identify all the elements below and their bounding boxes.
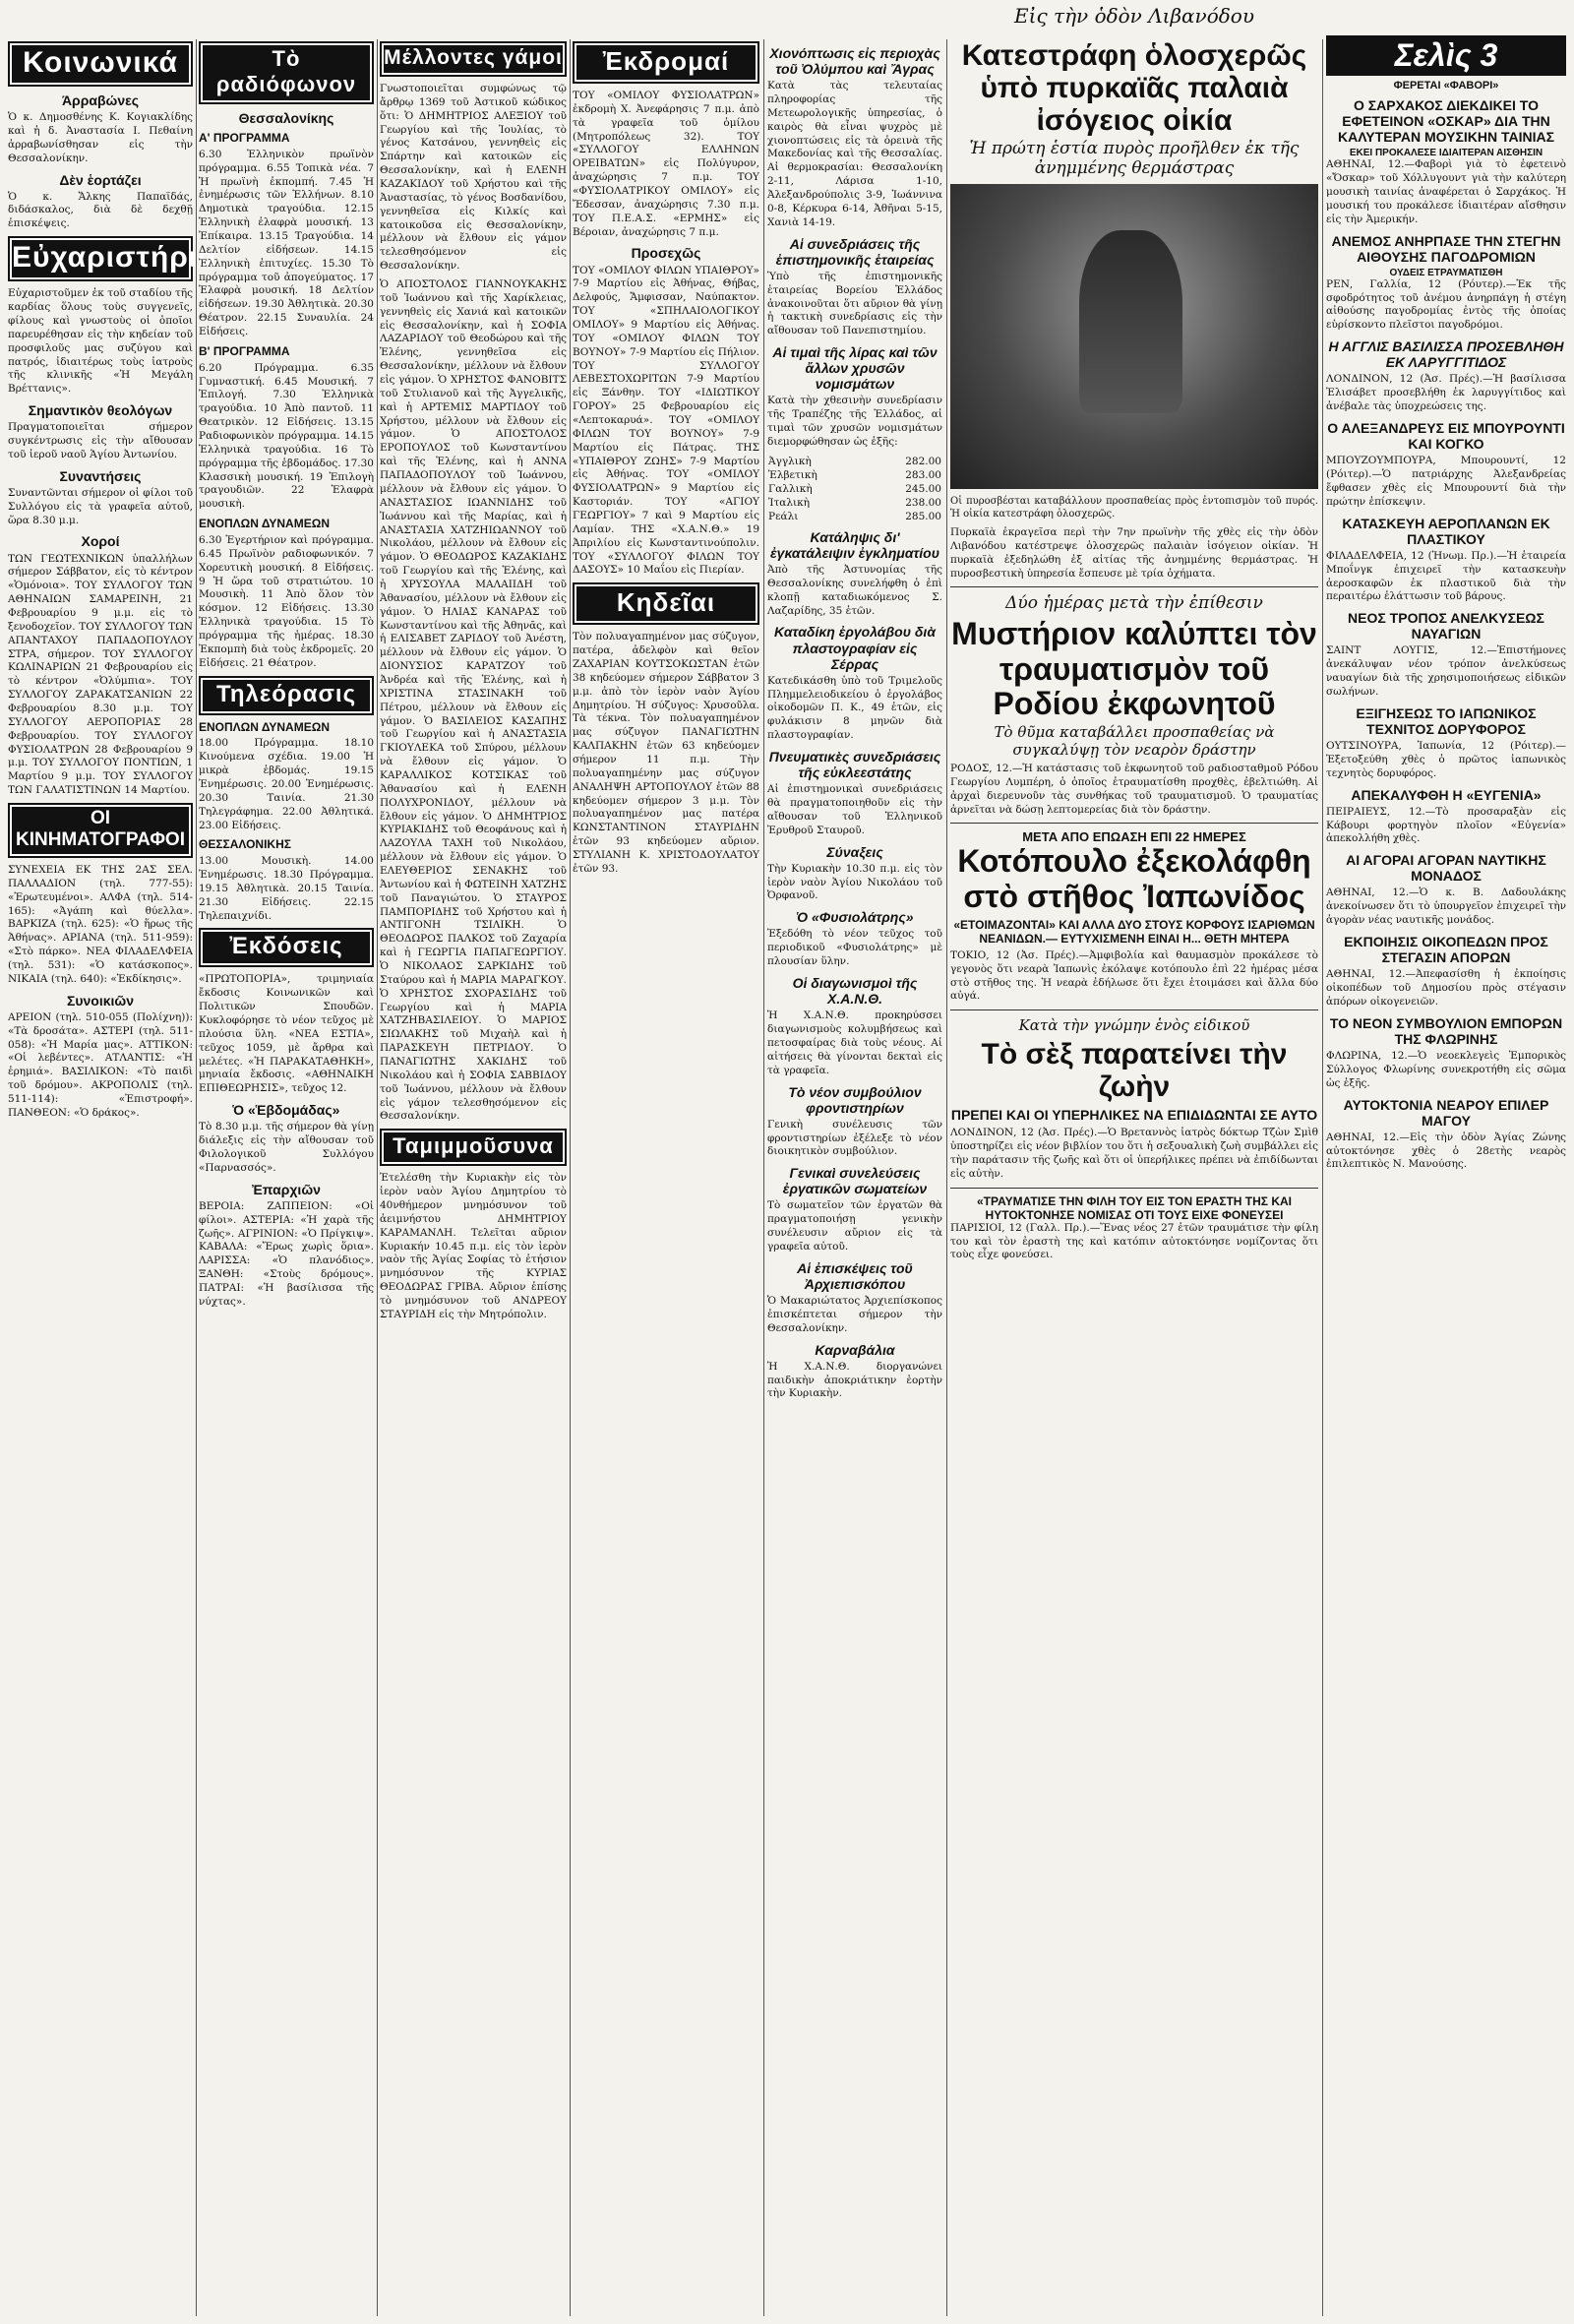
column-rule bbox=[196, 39, 197, 2316]
photo-caption: Οἱ πυροσβέσται καταβάλλουν προσπαθείας πρὸς ἐντοπισμὸν τοῦ πυρός. Ἡ οἰκία κατεστράφη ὁλοσχερῶς. bbox=[950, 496, 1318, 520]
text-choroi: ΤΩΝ ΓΕΩΤΕΧΝΙΚΩΝ ὑπαλλήλων σήμερον Σάββατον, εἰς τὸ κέντρον «Ὁμόνοια». ΤΟΥ ΣΥΛΛΟΓΟΥ ΤΩΝ ΑΘΗΝΑΙΩΝ ΣΑΜΑΡΕΙΝΗ, 21 Φεβρουαρίου 9 μ.μ. εἰς τὸ ξενοδοχεῖον. ΤΟΥ ΣΥΛΛΟΓΟΥ ΤΩΝ ΑΠΑΝΤΑΧΟΥ ΠΑΠΑΔΟΠΟΥΛΟΥ ΣΤΡΑ, σήμερον. ΤΟΥ ΣΥΛΛΟΓΟΥ ΚΩΛΙΝΑΡΙΩΝ 21 Φεβρουαρίου εἰς τὸ κέντρον «Ὀλύμπια». ΤΟΥ ΣΥΛΛΟΓΟΥ ΖΑΡΑΚΑΤΣΑΝΙΩΝ 22 Φεβρουαρίου 8.30 μ.μ. ΤΟΥ ΣΥΛΛΟΓΟΥ ΑΕΡΟΠΟΡΙΑΣ 28 Φεβρουαρίου. ΤΟΥ ΣΥΛΛΟΓΟΥ ΦΥΣΙΟΛΑΤΡΩΝ 28 Φεβρουαρίου 9 μ.μ. ΤΟΥ ΣΥΛΛΟΓΟΥ ΠΟΝΤΙΩΝ, 1 Μαρτίου 9 μ.μ. ΤΟΥ ΣΥΛΛΟΓΟΥ ΤΩΝ ΓΑΛΑΤΙΣΤΙΝΩΝ 14 Μαρτίου. bbox=[8, 552, 193, 797]
text-sessions: Ὑπὸ τῆς ἐπιστημονικῆς ἑταιρείας Βορείου Ἑλλάδος ἀνακοινοῦται ὅτι αὔριον θὰ γίνῃ ἡ τακτικὴ συνεδρίασις εἰς τὴν αἴθουσαν τοῦ Πανεπιστημίου. bbox=[767, 270, 942, 337]
text-synaxis: Τὴν Κυριακὴν 10.30 π.μ. εἰς τὸν ἱερὸν ναὸν Ἁγίου Νικολάου τοῦ Ὀρφανοῦ. bbox=[767, 862, 942, 902]
section-banner-weddings: Μέλλοντες γάμοι bbox=[380, 41, 567, 77]
heading-new-board: Τὸ νέον συμβούλιον φροντιστηρίων bbox=[788, 1083, 922, 1116]
price-value: 282.00 bbox=[905, 455, 941, 467]
table-row bbox=[767, 510, 942, 523]
headline-patriarch: Ο ΑΛΕΞΑΝΔΡΕΥΣ ΕΙΣ ΜΠΟΥΡΟΥΝΤΙ ΚΑΙ ΚΟΓΚΟ bbox=[1327, 419, 1565, 453]
story-longevity: ΛΟΝΔΙΝΟΝ, 12 (Ἀσ. Πρές).—Ὁ Βρεταννὸς ἰατρὸς δόκτωρ Τζὼν Σμὶθ ὑποστηρίζει εἰς νέον βιβλίον του ὅτι ἡ σεξουαλικὴ ζωὴ συμβάλλει εἰς τὴν παράτασιν τῆς ζωῆς καὶ ὅτι οἱ ὑπερήλικες πρέπει νὰ ἐπιδίδωνται εἰς αὐτὴν. bbox=[950, 1127, 1318, 1180]
text-general-assemblies: Τὸ σωματεῖον τῶν ἐργατῶν θὰ πραγματοποιήσῃ γενικὴν συνέλευσιν αὔριον εἰς τὰ γραφεῖα αὐτοῦ. bbox=[767, 1199, 942, 1254]
divider bbox=[950, 823, 1318, 824]
headline-plastic-planes: ΚΑΤΑΣΚΕΥΗ ΑΕΡΟΠΛΑΝΩΝ ΕΚ ΠΛΑΣΤΙΚΟΥ bbox=[1342, 515, 1550, 547]
text-mnimosyno: Πραγματοποιεῖται σήμερον συγκέντρωσις εἰς τὴν αἴθουσαν τοῦ ἱεροῦ ναοῦ Ἁγίου Ἀντωνίου. bbox=[8, 421, 193, 460]
text-ebdomada: Τὸ 8.30 μ.μ. τῆς σήμερον θὰ γίνῃ διάλεξις εἰς τὴν αἴθουσαν τοῦ Φιλολογικοῦ Συλλόγου «Παρνασσός». bbox=[199, 1121, 374, 1174]
column-radio bbox=[199, 39, 374, 2316]
price-value: 285.00 bbox=[905, 510, 941, 522]
text-program-a: 6.30 Ἑλληνικὸν πρωϊνὸν πρόγραμμα. 6.55 Τοπικὰ νέα. 7 Ἡ πρωϊνὴ ἐκπομπή. 7.45 Ἡ ἐνημέρωσις τῶν Ἑλλήνων. 8.10 Δημοτικὰ τραγούδια. 12.15 Ἑλληνικὴ ἐλαφρὰ μουσική. 13 Ἐπίκαιρα. 13.15 Τραγούδια. 14 Δελτίον εἰδήσεων. 14.15 Ἐλληνικὴ ἐπιτυχίες. 15.30 Τὸ πρόγραμμα τοῦ ἀπογεύματος. 17 Ἐλαφρὰ μουσική. 18 Δελτίον εἰδήσεων. 19.30 Ἀθλητικὰ. 20.30 Θέατρον. 22.15 Συναυλία. 24 Εἰδήσεις. bbox=[199, 148, 374, 338]
subheadline-longevity: ΠΡΕΠΕΙ ΚΑΙ ΟΙ ΥΠΕΡΗΛΙΚΕΣ ΝΑ ΕΠΙΔΙΔΩΝΤΑΙ ΣΕ ΑΥΤΟ bbox=[950, 1107, 1318, 1124]
story-satellite: ΟΥΤΣΙΝΟΥΡΑ, Ἰαπωνία, 12 (Ρόιτερ).—Ἐξετοξεύθη χθὲς ὁ πρῶτος ἰαπωνικὸς τεχνητὸς δορυφόρος. bbox=[1326, 740, 1566, 779]
page-number-banner: Σελὶς 3 bbox=[1326, 35, 1566, 76]
text-weddings-2: Ὁ ΑΠΟΣΤΟΛΟΣ ΓΙΑΝΝΟΥΚΑΚΗΣ τοῦ Ἰωάννου καὶ τῆς Χαρίκλειας, γεννηθεὶς εἰς Χανιά καὶ κατοικῶν εἰς Θεσσαλονίκην, καὶ ἡ ΣΟΦΙΑ ΛΑΖΑΡΙΔΟΥ τοῦ Θεοδώρου καὶ τῆς Ἑλένης, γεννηθεῖσα εἰς Θεσσαλονίκην, μέλλουν νὰ ἔλθουν εἰς γάμον. Ὁ ΧΡΗΣΤΟΣ ΦΑΝΟΒΙΤΣ τοῦ Στυλιανοῦ καὶ τῆς Ἀγγελικῆς, καὶ ἡ ΑΡΤΕΜΙΣ ΜΑΡΤΙΔΟΥ τοῦ Χρήστου, μέλλουν νὰ ἔλθουν εἰς γάμον. Ὁ ΑΠΟΣΤΟΛΟΣ ΕΡΟΠΟΥΛΟΣ τοῦ Κωνσταντίνου καὶ τῆς Ἑλένης, καὶ ἡ ΑΝΝΑ ΠΑΠΑΔΟΠΟΥΛΟΥ τοῦ Ἰωάννου, μέλλουν νὰ ἔλθουν εἰς γάμον. Ὁ ΑΝΑΣΤΑΣΙΟΣ ΙΩΑΝΝΙΔΗΣ τοῦ Ἰωάννου καὶ τῆς Μαρίας, καὶ ἡ ΑΝΑΣΤΑΣΙΑ ΧΑΤΖΗΙΩΑΝΝΟΥ τοῦ Νικολάου, μέλλουν νὰ ἔλθουν εἰς γάμον. Ὁ ΘΕΟΔΩΡΟΣ ΚΑΖΑΚΙΔΗΣ τοῦ Γεωργίου καὶ τῆς Ἑλένης, καὶ ἡ ΧΡΥΣΟΥΛΑ ΜΑΛΑΙΙΔΗ τοῦ Ἀθανασίου, μέλλουν νὰ ἔλθουν εἰς γάμον. Ὁ ΗΛΙΑΣ ΚΑΝΑΡΑΣ τοῦ Κωνσταντίνου καὶ τῆς Ἀθηνᾶς, καὶ ἡ ΕΛΙΣΑΒΕΤ ΖΑΡΙΔΟΥ τοῦ Ἀνέστη, μέλλουν νὰ ἔλθουν εἰς γάμον. Ὁ ΔΙΟΝΥΣΙΟΣ ΚΑΡΑΤΖΟΥ τοῦ Ἀνδρέα καὶ τῆς Ἑλένης, καὶ ἡ ΧΡΙΣΤΙΝΑ ΣΤΑΣΙΝΑΚΗ τοῦ Πέτρου, μέλλουν νὰ ἔλθουν εἰς γάμον. Ὁ ΒΑΣΙΛΕΙΟΣ ΚΑΣΑΠΗΣ τοῦ Γεωργίου καὶ ἡ ΑΝΑΣΤΑΣΙΑ ΓΚΙΟΥΛΕΚΑ τοῦ Σπύρου, μέλλουν νὰ ἔλθουν εἰς γάμον. Ὁ ΚΑΡΑΛΛΙΚΟΣ ΚΟΤΣΙΚΑΣ τοῦ Ἀθανασίου καὶ ἡ ΕΛΕΝΗ ΠΟΛΥΧΡΟΝΙΔΟΥ, μέλλουν νὰ ἔλθουν εἰς γάμον. Ὁ ΔΗΜΗΤΡΙΟΣ ΚΥΡΙΑΚΙΔΗΣ τοῦ Θεοφάνους καὶ ἡ ΛΑΖΟΥΛΑ ΤΑΧΗ τοῦ Νικολάου, μέλλουν νὰ ἔλθουν εἰς γάμον. Ὁ ΕΛΕΥΘΕΡΙΟΣ ΣΕΝΑΚΗΣ τοῦ Ἀντωνίου καὶ ἡ ΦΩΤΕΙΝΗ ΧΑΤΖΗΣ τοῦ Παναγιώτου. Ὁ ΣΤΑΥΡΟΣ ΠΑΜΠΟΡΙΔΗΣ τοῦ Χρήστου καὶ ἡ ΑΝΤΙΓΟΝΗ ΤΣΙΛΙΚΗ. Ὁ ΘΕΟΔΩΡΟΣ ΠΑΛΚΟΣ τοῦ Ζαχαρία καὶ ἡ ΓΕΩΡΓΙΑ ΠΑΠΑΓΕΩΡΓΙΟΥ. Ὁ ΝΙΚΟΛΑΟΣ ΣΑΡΚΙΔΗΣ τοῦ Σταύρου καὶ ἡ ΜΑΡΙΑ ΜΑΡΑΓΚΟΥ. Ὁ ΧΡΗΣΤΟΣ ΣΧΟΡΑΣΙΔΗΣ τοῦ Γεωργίου καὶ ἡ ΜΑΡΙΑ ΧΑΤΖΗΒΑΣΙΛΕΙΟΥ. Ὁ ΜΑΡΙΟΣ ΣΙΩΛΑΚΗΣ τοῦ Μιχαὴλ καὶ ἡ ΠΑΡΑΣΚΕΥΗ ΠΕΤΡΙΔΟΥ. Ὁ ΠΑΝΑΓΙΩΤΗΣ ΧΑΚΙΔΗΣ τοῦ Νικολάου καὶ ἡ ΣΟΦΙΑ ΣΑΒΒΙΔΟΥ τοῦ Ἰωάννου, μέλλουν νὰ ἔλθουν εἰς γάμον τελεσθησόμενον εἰς Θεσσαλονίκην. bbox=[380, 278, 567, 1123]
story-evgenia: ΠΕΙΡΑΙΕΥΣ, 12.—Τὸ προσαραξὰν εἰς Κάβουρι φορτηγὸν πλοῖον «Εὐγενία» ἀπεκολλήθη χθὲς. bbox=[1326, 805, 1566, 845]
headline-suicide: ΑΥΤΟΚΤΟΝΙΑ ΝΕΑΡΟΥ ΕΠΙΛΕΡ ΜΑΓΟΥ bbox=[1343, 1096, 1549, 1129]
price-name: Ρεάλι bbox=[768, 510, 799, 522]
heading-den-eortazei: Δὲν ἑορτάζει bbox=[59, 171, 142, 188]
heading-thessaloniki: Θεσσαλονίκης bbox=[238, 110, 334, 126]
price-value: 283.00 bbox=[905, 468, 941, 481]
text-synoikion: ΑΡΕΙΟΝ (τηλ. 510-055 (Πολίχνη)): «Τὰ δροσάτα». ΑΣΤΕΡΙ (τηλ. 511-058): «Ἡ Μαρία μας». ΑΤΤΙΚΟΝ: «Οἱ λεβέντες». ΑΤΛΑΝΤΙΣ: «Ἡ ἐρημιά». ΒΑΣΙΛΙΚΟΝ: «Τὸ παιδὶ τοῦ δρόμου». ΑΚΡΟΠΟΛΙΣ (τηλ. 511-114): «Ἐπιστροφή». ΠΑΝΘΕΟΝ: «Ὁ δράκος». bbox=[8, 1010, 193, 1119]
section-banner-cinemas: ΟΙ ΚΙΝΗΜΑΤΟΓΡΑΦΟΙ bbox=[8, 803, 193, 858]
subheadline-oscar: ΕΚΕΙ ΠΡΟΚΑΛΕΣΕ ΙΔΙΑΙΤΕΡΑΝ ΑΙΣΘΗΣΙΝ bbox=[1349, 148, 1544, 159]
text-ekdoseis: «ΠΡΩΤΟΠΟΡΙΑ», τριμηνιαία ἔκδοσις Κοινωνικῶν καὶ Πολιτικῶν Σπουδῶν. Κυκλοφόρησε τὸ νέον τεῦχος μὲ πλούσια ὕλη. «ΝΕΑ ΕΣΤΙΑ», τεῦχος 1059, μὲ ἄρθρα καὶ μελέτες. «Ἡ ΠΑΡΑΚΑΤΑΘΗΚΗ», μηνιαία ἔκδοσις. «ΑΘΗΝΑΙΚΗ ΕΠΙΘΕΩΡΗΣΙΣ», τεῦχος 12. bbox=[199, 973, 374, 1095]
headline-fire: Κατεστράφη ὁλοσχερῶς ὑπὸ πυρκαϊᾶς παλαιὰ ἰσόγειος οἰκία bbox=[961, 39, 1307, 137]
headline-longevity: Τὸ σὲξ παρατείνει τὴν ζωὴν bbox=[981, 1038, 1288, 1104]
heading-armed-forces: ΕΝΟΠΛΩΝ ΔΥΝΑΜΕΩΝ bbox=[199, 517, 331, 531]
text-armed-forces: 6.30 Ἐγερτήριον καὶ πρόγραμμα. 6.45 Πρωϊνὸν ραδιοφωνικόν. 7 Χορευτικὴ μουσική. 8 Εἰδήσεις. 9 Ἡ ὥρα τοῦ στρατιώτου. 10 Μουσικὴ. 11 Ἀπὸ ὅλον τὸν κόσμον. 12 Εἰδήσεις. 13.30 Ἐλληνικὰ τραγούδια. 15 Τὸ πρόγραμμα τῆς ἡμέρας. 18.30 Ἐκπομπὴ διὰ τοὺς ἐκδρομεῖς. 20 Εἰδήσεις. 21 Θέατρον. bbox=[199, 533, 374, 669]
text-cinemas: ΣΥΝΕΧΕΙΑ ΕΚ ΤΗΣ 2ΑΣ ΣΕΛ. ΠΑΛΛΑΔΙΟΝ (τηλ. 777-55): «Ἐρωτευμένοι». ΑΛΦΑ (τηλ. 514-165): «Ἀγάπη καὶ θύελλα». ΒΑΡΚΙΖΑ (τηλ. 625): «Ὁ ἥρως τῆς Ἀθήνας». ΑΡΙΑΝΑ (τηλ. 511-959): «Στὸ πάρκο». ΝΕΑ ΦΙΛΑΔΕΛΦΕΙΑ (τηλ. 531): «Ὁ κατάσκοπος». ΝΙΚΑΙΑ (τηλ. 640): «Ἐκδίκησις». bbox=[8, 863, 193, 985]
section-banner-excursions: Ἐκδρομαί bbox=[573, 41, 759, 84]
headline-plots: ΕΚΠΟΙΗΣΙΣ ΟΙΚΟΠΕΔΩΝ ΠΡΟΣ ΣΤΕΓΑΣΙΝ ΑΠΟΡΩΝ bbox=[1344, 934, 1548, 966]
subheadline-rhodes: Τὸ θῦμα καταβάλλει προσπαθείας νὰ συγκαλύψῃ τὸν νεαρὸν δράστην bbox=[994, 723, 1275, 759]
text-funerals: Τὸν πολυαγαπημένον μας σύζυγον, πατέρα, ἀδελφὸν καὶ θεῖον ΖΑΧΑΡΙΑΝ ΚΟΥΤΣΟΚΩΣΤΑΝ ἐτῶν 38 κηδεύομεν σήμερον Σάββατον 3 μ.μ. ἀπὸ τὸν ἱερὸν ναὸν Ἁγίου Δημητρίου. Ἡ σύζυγος: Χρυσοῦλα. Τὰ τέκνα. Τὸν πολυαγαπημένον μας σύζυγον ΠΑΝΑΓΙΩΤΗΝ ΚΑΛΠΑΚΗΝ ἐτῶν 63 κηδεύομεν σήμερον 11 π.μ. Τὴν πολυαγαπημένην μας σύζυγον ΑΝΑΛΗΨΗ ΑΡΤΟΠΟΥΛΟΥ ἐτῶν 88 κηδεύομεν σήμερον 3 μ.μ. Τὸν πολυαγαπημένον μας πατέρα ΚΩΝΣΤΑΝΤΙΝΟΝ ΣΤΑΥΡΙΔΗΝ ἐτῶν 93 κηδεύομεν αὔριον. ΣΤΥΛΙΑΝΗ Κ. ΧΡΙΣΤΟΔΟΥΛΑΤΟΥ ἐτῶν 93. bbox=[573, 631, 759, 875]
price-name: Ἀγγλικὴ bbox=[768, 455, 812, 467]
story-oscar: ΑΘΗΝΑΙ, 12.—Φαβορὶ γιὰ τὸ ἐφετεινὸ «Ὄσκαρ» τοῦ Χόλλυγουντ γιὰ τὴν καλύτερη μουσικὴ ταινίας ἀναφέρεται ὁ Σαρχάκος. Ἡ μουσική του προκάλεσε ἰδιαιτέραν αἴσθησιν εἰς τὴν Ἀμερικήν. bbox=[1326, 158, 1566, 225]
text-den-eortazei: Ὁ κ. Ἄλκης Παπαϊδάς, διδάσκαλος, διὰ δὲ δεχθῇ ἐπισκέψεις. bbox=[8, 190, 193, 230]
story-plots: ΑΘΗΝΑΙ, 12.—Ἀπεφασίσθη ἡ ἐκποίησις οἰκοπέδων τοῦ Δημοσίου πρὸς στέγασιν ἀπόρων οἰκογενειῶν. bbox=[1326, 968, 1566, 1008]
divider bbox=[950, 1188, 1318, 1189]
column-rule bbox=[570, 39, 571, 2316]
headline-satellite: ΕΞΙΓΗΣΕΩΣ ΤΟ ΙΑΠΩΝΙΚΟΣ ΤΕΧΝΙΤΟΣ ΔΟΡΥΦΟΡΟΣ bbox=[1356, 704, 1537, 737]
heading-prosechos: Προσεχῶς bbox=[631, 245, 701, 262]
text-weddings-1: Γνωστοποιεῖται συμφώνως τῷ ἄρθρῳ 1369 τοῦ Ἀστικοῦ κώδικος ὅτι: Ὁ ΔΗΜΗΤΡΙΟΣ ΑΛΕΞΙΟΥ τοῦ Γεωργίου καὶ τῆς Ἰουλίας, τὸ γένος Κατσάνου, γεννηθεὶς εἰς Σπάρτην καὶ κατοικῶν εἰς Θεσσαλονίκην, καὶ ἡ ΕΛΕΝΗ ΚΑΖΑΚΙΔΟΥ τοῦ Χρήστου καὶ τῆς Ἀναστασίας, τὸ γένος Βοσδανίδου, γεννηθεῖσα εἰς Κιλκίς καὶ κατοικοῦσα εἰς Θεσσαλονίκην, μέλλουν νὰ ἔλθουν εἰς γάμον τελεσθησόμενον εἰς Θεσσαλονίκην. bbox=[380, 83, 567, 273]
text-tv-thess: 13.00 Μουσικὴ. 14.00 Ἐνημέρωσις. 18.30 Πρόγραμμα. 19.15 Ἀθλητικὰ. 20.15 Ταινία. 21.30 Εἰδήσεις. 22.15 Τηλεπαιχνίδι. bbox=[199, 855, 374, 922]
heading-contests: Οἱ διαγωνισμοὶ τῆς Χ.Α.Ν.Θ. bbox=[792, 975, 918, 1008]
text-eucharistiria: Εὐχαριστοῦμεν ἐκ τοῦ σταδίου τῆς καρδίας ὅλους τοὺς συγγενεῖς, φίλους καὶ γνωστοὺς οἱ ὁποῖοι παρευρέθησαν εἰς τὴν κηδείαν τοῦ προσφιλοῦς μας συζύγου καὶ πατρός, ἰδιαιτέρως τοὺς ἰατροὺς τῆς κλινικῆς «Ἡ Μεγάλη Βρέττανις». bbox=[8, 287, 193, 396]
headline-evgenia: ΑΠΕΚΑΛΥΦΘΗ Η «ΕΥΓΕΝΙΑ» bbox=[1351, 786, 1542, 803]
kicker-street: Εἰς τὴν ὁδὸν Λιβανόδου bbox=[1014, 4, 1254, 28]
heading-conviction: Καταδίκη ἐργολάβου διὰ πλαστογραφίαν εἰς Σέρρας bbox=[773, 624, 937, 672]
heading-visits: Αἱ ἐπισκέψεις τοῦ Ἀρχιεπισκόπου bbox=[797, 1259, 913, 1292]
heading-program-a: Α' ΠΡΟΓΡΑΜΜΑ bbox=[199, 131, 290, 146]
heading-synoikion: Συνοικιῶν bbox=[66, 992, 135, 1009]
heading-mnimosyno: Σημαντικὸν θεολόγων bbox=[28, 402, 173, 419]
story-fire: Πυρκαϊὰ ἐκραγεῖσα περὶ τὴν 7ην πρωϊνὴν τῆς χθὲς εἰς τὴν ὁδὸν Λιβανόδου κατέστρεψε ὁλοσχερῶς παλαιὰν ἰσόγειον οἰκίαν. Ἡ πυρκαϊὰ ἐξεδηλώθη ἐξ αἰτίας τῆς ἀνημμένης θερμάστρας. Ἡ πυροσβεστικὴ ὑπηρεσία ἔσπευσε μὲ τρία ὀχήματα. bbox=[950, 526, 1318, 580]
headline-paris: «ΤΡΑΥΜΑΤΙΣΕ ΤΗΝ ΦΙΛΗ ΤΟΥ ΕΙΣ ΤΟΝ ΕΡΑΣΤΗ ΤΗΣ ΚΑΙ ΗΥΤΟΚΤΟΝΗΣΕ ΝΟΜΙΣΑΣ ΟΤΙ ΤΟΥΣ ΕΙΧΕ ΦΟΝΕΥΣΕΙ bbox=[976, 1193, 1293, 1222]
heading-ebdomada: Ὁ «Ἑβδομάδας» bbox=[232, 1102, 340, 1119]
kicker-attack: Δύο ἡμέρας μετὰ τὴν ἐπίθεσιν bbox=[1005, 593, 1263, 614]
divider bbox=[950, 1009, 1318, 1010]
story-rhodes: ΡΟΔΟΣ, 12.—Ἡ κατάστασις τοῦ ἐκφωνητοῦ τοῦ ραδιοσταθμοῦ Ρόδου Γεωργίου Λυμπέρη, ὁ ὁποῖος ἐτραυματίσθη προχθὲς, ἐβελτιώθη. Αἱ ἀρχαὶ διερευνοῦν τὰς συνθήκας τοῦ τραυματισμοῦ. Ὁ τραυματίας ἀρνεῖται νὰ δώσῃ λεπτομερείας διὰ τὸν δράστην. bbox=[950, 763, 1318, 816]
section-banner-funerals: Κηδεῖαι bbox=[573, 582, 759, 625]
text-prosechos: ΤΟΥ «ΟΜΙΛΟΥ ΦΙΛΩΝ ΥΠΑΙΘΡΟΥ» 7-9 Μαρτίου εἰς Ἀθήνας, Θήβας, Δελφούς, Ἄμφισσαν, Ναύπακτον. ΤΟΥ «ΣΠΗΛΑΙΟΛΟΓΙΚΟΥ ΟΜΙΛΟΥ» 9 Μαρτίου εἰς Ἀθήνας. ΤΟΥ «ΟΜΙΛΟΥ ΦΙΛΩΝ ΤΟΥ ΒΟΥΝΟΥ» 7-9 Μαρτίου εἰς Πήλιον. ΤΟΥ ΣΥΛΛΟΓΟΥ ΛΕΒΕΣΤΟΧΩΡΙΤΩΝ 7-9 Μαρτίου εἰς Ξάνθην. ΤΟΥ «ΙΔΙΩΤΙΚΟΥ ΓΟΡΟΥ» 25 Φεβρουαρίου εἰς «Λεπτοκαρυά». ΤΟΥ «ΟΜΙΛΟΥ ΦΙΛΩΝ ΤΟΥ ΒΟΥΝΟΥ» 7-9 Μαρτίου εἰς Πάτρας. ΤΗΣ «ΥΠΑΙΘΡΟΥ ΖΩΗΣ» 7-9 Μαρτίου εἰς Ἀθήνας. ΤΟΥ «ΟΜΙΛΟΥ ΦΥΣΙΟΛΑΤΡΩΝ» 9 Μαρτίου εἰς Καστοριάν. ΤΟΥ «ΑΓΙΟΥ ΓΕΩΡΓΙΟΥ» 7 καὶ 9 Μαρτίου εἰς Λαμίαν. ΤΗΣ «Χ.Α.Ν.Θ.» 19 Ἀπριλίου εἰς Κωνσταντινούπολιν. ΤΟΥ «ΣΥΛΛΟΓΟΥ ΦΙΛΩΝ ΤΟΥ ΔΑΣΟΥΣ» 10 Μαΐου εἰς Πιερίαν. bbox=[573, 264, 759, 577]
table-row bbox=[767, 496, 942, 510]
story-queen: ΛΟΝΔΙΝΟΝ, 12 (Ἀσ. Πρές).—Ἡ βασίλισσα Ἐλισάβετ προσεβλήθη ἐκ λαρυγγίτιδος καὶ ἀνέβαλε τὰς ὑποχρεώσεις της. bbox=[1326, 373, 1566, 413]
story-shipwrecks: ΣΑΙΝΤ ΛΟΥΓΙΣ, 12.—Ἐπιστήμονες ἀνεκάλυψαν νέον τρόπον ἀνελκύσεως ναυαγίων διὰ τῆς χρησιμοποιήσεως εἰδικῶν σωλήνων. bbox=[1326, 644, 1566, 698]
text-gold-prices: Κατὰ τὴν χθεσινὴν συνεδρίασιν τῆς Τραπέζης τῆς Ἑλλάδος, αἱ τιμαὶ τῶν χρυσῶν νομισμάτων διεμορφώθησαν ὡς ἑξῆς: bbox=[767, 395, 942, 448]
kicker-incubation: ΜΕΤΑ ΑΠΟ ΕΠΩΑΣΗ ΕΠΙ 22 ΗΜΕΡΕΣ bbox=[1022, 829, 1246, 845]
section-banner-tv: Τηλεόρασις bbox=[199, 676, 374, 715]
heading-fysiolatris: Ὁ «Φυσιολάτρης» bbox=[796, 909, 914, 926]
heading-synaxis: Σύναξεις bbox=[826, 843, 883, 860]
price-name: Ἰταλικὴ bbox=[768, 496, 810, 509]
heading-arrest: Κατάληψις δι' ἐγκατάλειψιν ἐγκληματίου bbox=[769, 528, 940, 561]
column-rule bbox=[377, 39, 378, 2316]
table-row bbox=[767, 468, 942, 482]
text-synantiseis: Συναντῶνται σήμερον οἱ φίλοι τοῦ Συλλόγου εἰς τὰ γραφεῖα αὐτοῦ, ὥρα 8.30 μ.μ. bbox=[8, 486, 193, 526]
column-briefs bbox=[1326, 35, 1566, 2316]
section-banner-memorials: Ταμιμμοῦσυνα bbox=[380, 1129, 567, 1166]
headline-oscar: Ο ΣΑΡΧΑΚΟΣ ΔΙΕΚΔΙΚΕΙ ΤΟ ΕΦΕΤΕΙΝΟΝ «ΟΣΚΑΡ» ΔΙΑ ΤΗΝ ΚΑΛΥΤΕΡΑΝ ΜΟΥΣΙΚΗΝ ΤΑΙΝΙΑΣ bbox=[1338, 97, 1554, 146]
section-banner-eucharistiria: Εὐχαριστήρια bbox=[8, 236, 193, 281]
column-news-briefs bbox=[767, 39, 942, 2316]
text-visits: Ὁ Μακαριώτατος Ἀρχιεπίσκοπος ἐπισκέπτεται σήμερον τὴν Θεσσαλονίκην. bbox=[767, 1295, 942, 1334]
price-name: Ἑλβετικὴ bbox=[768, 468, 817, 481]
table-row bbox=[767, 482, 942, 496]
text-carnival: Ἡ Χ.Α.Ν.Θ. διοργανώνει παιδικὴν ἀποκριάτικην ἑορτὴν τὴν Κυριακὴν. bbox=[767, 1360, 942, 1400]
text-excursions: ΤΟΥ «ΟΜΙΛΟΥ ΦΥΣΙΟΛΑΤΡΩΝ» ἐκδρομὴ Χ. Ἀνεφάρησις 7 π.μ. ἀπὸ τὰ γραφεῖα τοῦ ὁμίλου (Μητροπόλεως 32). ΤΟΥ «ΣΥΛΛΟΓΟΥ ΕΛΛΗΝΩΝ ΟΡΕΙΒΑΤΩΝ» εἰς Πολύγυρον, ἀναχώρησις 7 π.μ. ΤΟΥ «ΦΥΣΙΟΛΑΤΡΙΚΟΥ ΟΜΙΛΟΥ» εἰς Ἔδεσσαν, ἀναχώρησις 7.30 π.μ. ΤΟΥ Π.Ε.Α.Σ. «ΕΡΜΗΣ» εἰς Βέροιαν, ἀναχώρησις 7 π.μ. bbox=[573, 90, 759, 238]
kicker-expert: Κατὰ τὴν γνώμην ἑνὸς εἰδικοῦ bbox=[1018, 1016, 1250, 1035]
text-arrest: Ἀπὸ τῆς Ἀστυνομίας τῆς Θεσσαλονίκης συνελήφθη ὁ ἐπὶ κλοπῇ καταδιωκόμενος Σ. Λαζαρίδης, 35 ἐτῶν. bbox=[767, 564, 942, 617]
gold-price-table bbox=[767, 455, 942, 523]
price-value: 238.00 bbox=[905, 496, 941, 509]
text-new-board: Γενικὴ συνέλευσις τῶν φροντιστηρίων ἐξέλεξε τὸ νέον διοικητικὸν συμβούλιον. bbox=[767, 1118, 942, 1158]
heading-snowfall: Χιονόπτωσις εἰς περιοχὰς τοῦ Ὀλύμπου καὶ Ἄγρας bbox=[769, 45, 940, 78]
text-program-b: 6.20 Πρόγραμμα. 6.35 Γυμναστική. 6.45 Μουσική. 7 Ἐπιλογή. 7.30 Ἑλληνικὰ τραγούδια. 10 Ἀπὸ παντοῦ. 11 Θεατρικὸν. 12 Εἰδήσεις. 13.15 Ραδιοφωνικὸν πρόγραμμα. 14.15 Ἑλληνικὰ τραγούδια. 16 Τὸ πρόγραμμα τῆς ἑβδομάδος. 17.30 Κλασσικὴ μουσική. 19 Ἐπιλογὴ τραγουδιῶν. 22 Ἐλαφρὰ μουσικὴ. bbox=[199, 361, 374, 511]
price-value: 245.00 bbox=[905, 482, 941, 495]
column-rule bbox=[946, 39, 947, 2316]
headline-wind: ΑΝΕΜΟΣ ΑΝΗΡΠΑΣΕ ΤΗΝ ΣΤΕΓΗΝ ΑΙΘΟΥΣΗΣ ΠΑΓΟΔΡΟΜΙΩΝ bbox=[1331, 232, 1561, 265]
headline-chick: Κοτόπουλο ἐξεκολάφθη στὸ στῆθος Ἰαπωνίδος bbox=[957, 843, 1311, 914]
section-banner-ekdoseis: Ἐκδόσεις bbox=[199, 928, 374, 967]
divider bbox=[950, 586, 1318, 587]
column-weddings bbox=[380, 39, 567, 2316]
text-tv-armed: 18.00 Πρόγραμμα. 18.10 Κινούμενα σχέδια. 19.00 Ἡ μικρὰ ἑβδομάς. 19.15 Ἐνημέρωσις. 20.00 Ἐνημέρωσις. 20.30 Ταινία. 21.30 Τηλεγράφημα. 22.00 Ἀθλητικά. 23.00 Εἰδήσεις. bbox=[199, 737, 374, 831]
column-main-stories bbox=[950, 39, 1318, 2316]
story-patriarch: ΜΠΟΥΖΟΥΜΠΟΥΡΑ, Μπουρουντί, 12 (Ρόιτερ).—Ὁ πατριάρχης Ἀλεξανδρείας ἔφθασεν χθὲς εἰς Μπουρουντί διὰ τὴν πρώτην ἐπίσκεψιν. bbox=[1326, 455, 1566, 508]
story-chick: ΤΟΚΙΟ, 12 (Ἀσ. Πρές).—Ἀμφιβολία καὶ θαυμασμὸν προκάλεσε τὸ γεγονὸς ὅτι νεαρὰ Ἰαπωνὶς ἐκόλαψε κοτόπουλο ἐπὶ 22 ἡμέρας μέσα στὸ στῆθος της. Ἡ νεαρὰ ἐδήλωσε ὅτι ἔχει ἑτοιμάσει καὶ ἄλλα δύο αὐγά. bbox=[950, 948, 1318, 1003]
headline-naval: ΑΙ ΑΓΟΡΑΙ ΑΓΟΡΑΝ ΝΑΥΤΙΚΗΣ ΜΟΝΑΔΟΣ bbox=[1346, 852, 1546, 885]
story-florina: ΦΛΩΡΙΝΑ, 12.—Ὁ νεοεκλεγεὶς Ἐμπορικὸς Σύλλογος Φλωρίνης συνεκροτήθη εἰς σῶμα ὡς ἑξῆς. bbox=[1326, 1050, 1566, 1089]
table-row bbox=[767, 455, 942, 468]
section-banner-radio: Τὸ ραδιόφωνον bbox=[199, 41, 374, 104]
story-plastic-planes: ΦΙΛΑΔΕΛΦΕΙΑ, 12 (Ἠνωμ. Πρ.).—Ἡ ἑταιρεία Μποΐνγκ ἐπιχειρεῖ τὴν κατασκευὴν ἀεροσκαφῶν ἐκ πλαστικοῦ διὰ τὴν περαιτέρω ἐλάττωσιν τοῦ βάρους. bbox=[1326, 549, 1566, 603]
heading-choroi: Χοροί bbox=[81, 533, 120, 550]
column-rule bbox=[1322, 39, 1323, 2316]
heading-synantiseis: Συναντήσεις bbox=[59, 467, 142, 484]
section-banner-koinonika: Κοινωνικά bbox=[8, 41, 193, 87]
headline-rhodes: Μυστήριον καλύπτει τὸν τραυματισμὸν τοῦ Ροδίου ἐκφωνητοῦ bbox=[951, 616, 1317, 721]
column-excursions bbox=[573, 39, 759, 2316]
heading-general-assemblies: Γενικαὶ συνελεύσεις ἐργατικῶν σωματείων bbox=[782, 1165, 928, 1197]
text-epaxiwn: ΒΕΡΟΙΑ: ΖΑΠΠΕΙΟΝ: «Οἱ φίλοι». ΑΣΤΕΡΙΑ: «Ἡ χαρὰ τῆς ζωῆς». ΑΓΡΙΝΙΟΝ: «Ὁ Πρίγκιψ». ΚΑΒΑΛΑ: «Ἔρως χωρὶς ὅρια». ΛΑΡΙΣΣΑ: «Ὁ πλανόδιος». ΞΑΝΘΗ: «Στοὺς δρόμους». ΠΑΤΡΑΙ: «Ἡ βασίλισσα τῆς νύχτας». bbox=[199, 1199, 374, 1308]
text-memorials: Ἐτελέσθη τὴν Κυριακὴν εἰς τὸν ἱερὸν ναὸν Ἁγίου Δημητρίου τὸ 40νθήμερον μνημόσυνον τοῦ ἀειμνήστου ΔΗΜΗΤΡΙΟΥ ΚΑΡΑΜΑΝΛΗ. Τελεῖται αὔριον Κυριακήν 10.45 π.μ. εἰς τὸν ἱερὸν ναὸν τῆς Ἁγίας Σοφίας τὸ ἐτήσιον μνημόσυνον τῆς ΚΥΡΙΑΣ ΘΕΟΔΩΡΑΣ ΓΡΙΒΑ. Αὔριον ἐπίσης τὸ μνημόσυνον τοῦ ΑΝΔΡΕΟΥ ΣΤΑΥΡΙΔΗ εἰς τὴν Μητρόπολιν. bbox=[380, 1172, 567, 1320]
story-naval: ΑΘΗΝΑΙ, 12.—Ὁ κ. Β. Δαδουλάκης ἀνεκοίνωσεν ὅτι τὸ ὑπουργεῖον ἐπιχειρεῖ τὴν ἀγορὰν νέας ναυτικῆς μονάδος. bbox=[1326, 887, 1566, 927]
heading-sessions: Αἱ συνεδριάσεις τῆς ἐπιστημονικῆς ἑταιρείας bbox=[775, 235, 935, 268]
text-snowfall: Κατὰ τὰς τελευταίας πληροφορίας τῆς Μετεωρολογικῆς ὑπηρεσίας, ὁ καιρὸς θὰ εἶναι ψυχρὸς μὲ χιονοπτώσεις εἰς τὰ ὀρεινὰ τῆς Μακεδονίας καὶ τῆς Θεσσαλίας. Αἱ θερμοκρασίαι: Θεσσαλονίκη 2-11, Λάρισα 1-10, Ἀλεξανδρούπολις 3-9, Ἰωάννινα 0-8, Κέρκυρα 6-14, Ἀθῆναι 5-15, Χανιὰ 14-19. bbox=[767, 80, 942, 228]
heading-arravones: Άρραβώνες bbox=[61, 92, 140, 108]
text-fysiolatris: Ἐξεδόθη τὸ νέον τεῦχος τοῦ περιοδικοῦ «Φυσιολάτρης» μὲ πλουσίαν ὕλην. bbox=[767, 928, 942, 968]
column-social bbox=[8, 39, 217, 2316]
heading-program-b: Β' ΠΡΟΓΡΑΜΜΑ bbox=[199, 343, 290, 358]
subheadline-fire: Ἡ πρώτη ἑστία πυρὸς προῆλθεν ἐκ τῆς ἀνημμένης θερμάστρας bbox=[969, 139, 1300, 178]
headline-florina: ΤΟ ΝΕΟΝ ΣΥΜΒΟΥΛΙΟΝ ΕΜΠΟΡΩΝ ΤΗΣ ΦΛΩΡΙΝΗΣ bbox=[1329, 1014, 1563, 1047]
kicker-favorite: ΦΕΡΕΤΑΙ «ΦΑΒΟΡΙ» bbox=[1393, 80, 1499, 92]
headline-shipwrecks: ΝΕΟΣ ΤΡΟΠΟΣ ΑΝΕΛΚΥΣΕΩΣ ΝΑΥΑΓΙΩΝ bbox=[1348, 610, 1544, 642]
price-name: Γαλλικὴ bbox=[768, 482, 813, 495]
subheadline-chick: «ΕΤΟΙΜΑΖΟΝΤΑΙ» ΚΑΙ ΑΛΛΑ ΔΥΟ ΣΤΟΥΣ ΚΟΡΦΟΥΣ ΙΣΑΡΙΘΜΩΝ ΝΕΑΝΙΔΩΝ.— ΕΥΤΥΧΙΣΜΕΝΗ ΕΙΝΑΙ Η... ΘΕΤΗ ΜΗΤΕΡΑ bbox=[953, 917, 1315, 946]
column-rule bbox=[763, 39, 764, 2316]
text-contests: Ἡ Χ.Α.Ν.Θ. προκηρύσσει διαγωνισμοὺς κολυμβήσεως καὶ πετοσφαίρας διὰ τοὺς νέους. Αἱ αἰτήσεις θὰ γίνονται δεκταὶ εἰς τὰ γραφεῖα. bbox=[767, 1009, 942, 1076]
story-paris: ΠΑΡΙΣΙΟΙ, 12 (Γαλλ. Πρ.).—Ἕνας νέος 27 ἐτῶν τραυμάτισε τὴν φίλη του καὶ τὸν ἐραστὴ της καὶ κατόπιν αὐτοκτόνησε νομίζοντας ὅτι τοὺς εἶχε φονεύσει. bbox=[950, 1221, 1318, 1261]
text-conviction: Κατεδικάσθη ὑπὸ τοῦ Τριμελοῦς Πλημμελειοδικείου ὁ ἐργολάβος οἰκοδομῶν Π. Κ., 49 ἐτῶν, εἰς φυλάκισιν 8 μηνῶν διὰ πλαστογραφίαν. bbox=[767, 674, 942, 742]
heading-epaxiwn: Ἐπαρχιῶν bbox=[252, 1181, 321, 1197]
heading-tv-armed: ΕΝΟΠΛΩΝ ΔΥΝΑΜΕΩΝ bbox=[199, 719, 331, 734]
subheadline-wind: ΟΥΔΕΙΣ ΕΤΡΑΥΜΑΤΙΣΘΗ bbox=[1389, 267, 1503, 278]
heading-spiritual: Πνευματικὲς συνεδριάσεις τῆς εὐκλεεστάτης bbox=[768, 749, 941, 781]
heading-carnival: Καρναβάλια bbox=[815, 1341, 895, 1358]
headline-queen: Η ΑΓΓΛΙΣ ΒΑΣΙΛΙΣΣΑ ΠΡΟΣΕΒΛΗΘΗ ΕΚ ΛΑΡΥΓΓΙΤΙΔΟΣ bbox=[1328, 338, 1564, 371]
story-suicide: ΑΘΗΝΑΙ, 12.—Εἰς τὴν ὁδὸν Ἀγίας Ζώνης αὐτοκτόνησε χθὲς ὁ 28ετὴς νεαρὸς ἐπιλεπτικὸς Ν. Μανούσης. bbox=[1326, 1131, 1566, 1171]
heading-gold-prices: Αἱ τιμαὶ τῆς λίρας καὶ τῶν ἄλλων χρυσῶν νομισμάτων bbox=[772, 344, 938, 393]
story-wind: ΡΕΝ, Γαλλία, 12 (Ρόυτερ).—Ἐκ τῆς σφοδρότητος τοῦ ἀνέμου ἀνηρπάγη ἡ στέγη αἰθούσης παγοδρομίας ἐντὸς τῆς ὁποίας εὑρίσκοντο πλεῖστοι παγοδρόμοι. bbox=[1326, 277, 1566, 332]
text-arravones: Ὁ κ. Δημοσθένης Κ. Κογιακλίδης καὶ ἡ δ. Ἀναστασία Ι. Πεθαίνη ἀρραβωνίσθησαν εἰς τὴν Θεσσαλονίκην. bbox=[8, 111, 193, 164]
photo-firefighters bbox=[950, 184, 1318, 489]
text-spiritual: Αἱ ἐπιστημονικαὶ συνεδριάσεις θὰ πραγματοποιηθοῦν εἰς τὴν αἴθουσαν τοῦ Ἑλληνικοῦ Ἐρυθροῦ Σταυροῦ. bbox=[767, 783, 942, 836]
heading-tv-thess: ΘΕΣΣΑΛΟΝΙΚΗΣ bbox=[199, 837, 291, 852]
